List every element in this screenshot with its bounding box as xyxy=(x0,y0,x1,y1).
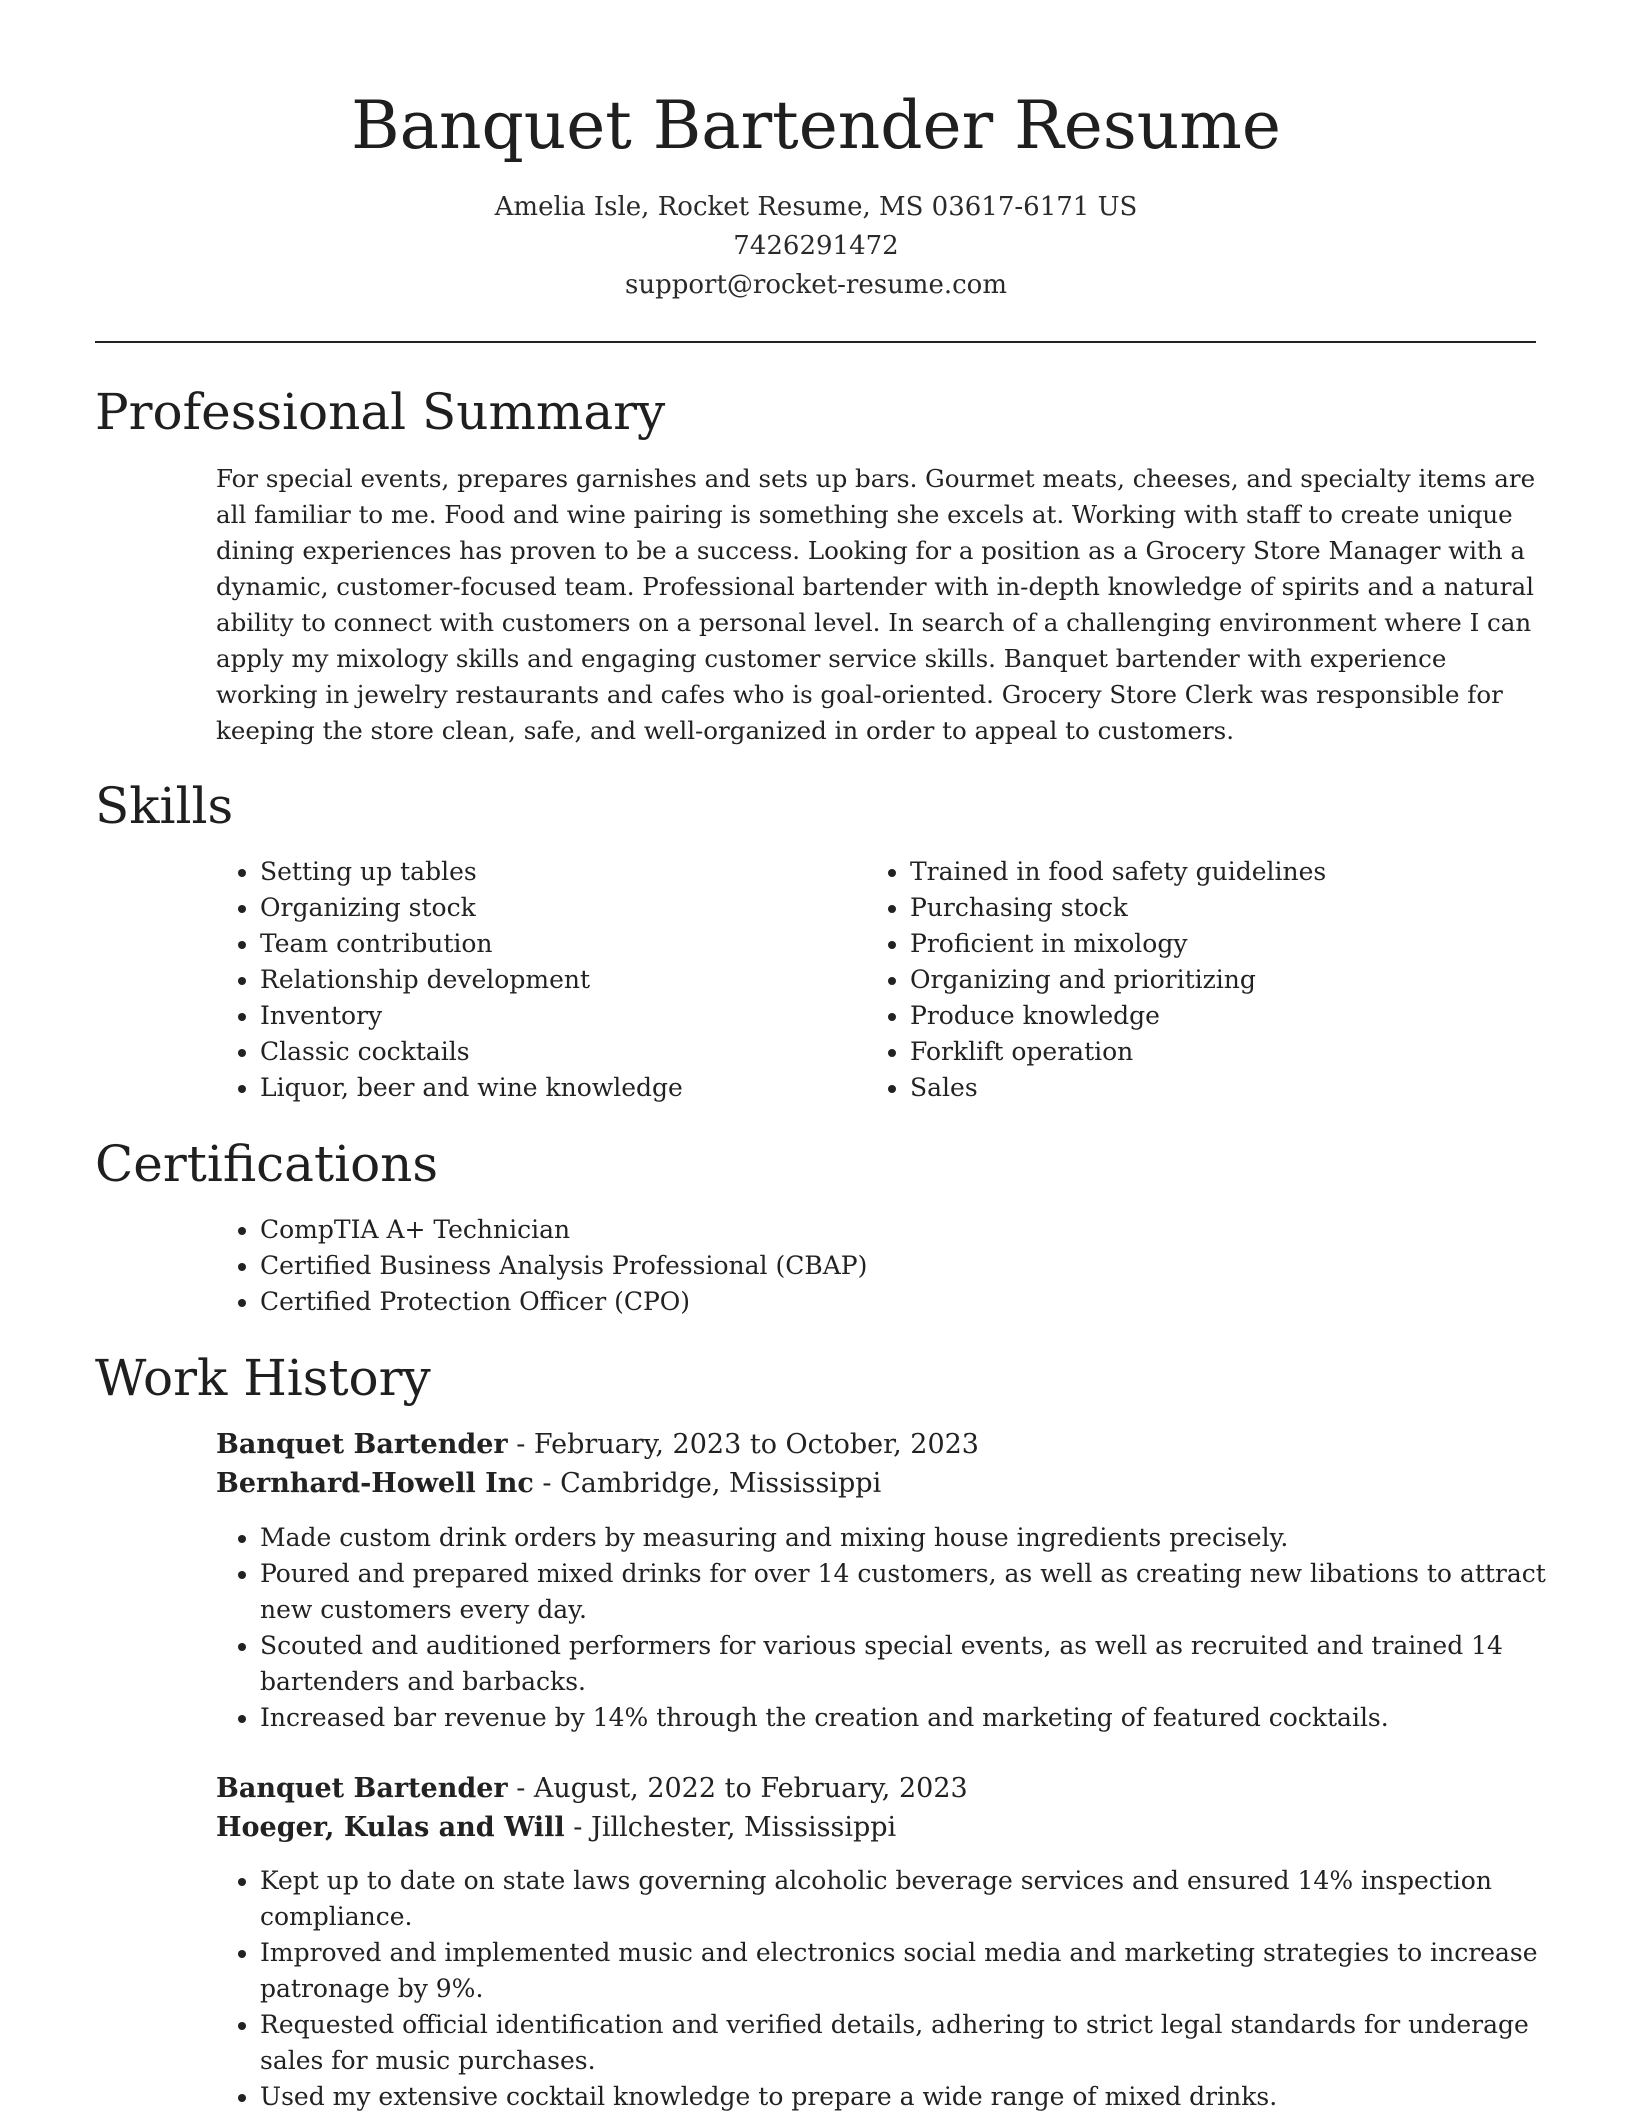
job-bullet: • Used my extensive cocktail knowledge to prepare a wide range of mixed drinks. xyxy=(260,2079,1550,2112)
skill-item: • Relationship development xyxy=(260,962,860,998)
work-history-heading: Work History xyxy=(95,1349,431,1407)
job-dates: - August, 2022 to February, 2023 xyxy=(507,1773,968,1804)
job-title: Banquet Bartender xyxy=(216,1429,508,1460)
skills-list-right xyxy=(866,854,1550,1106)
skills-heading: Skills xyxy=(95,777,234,835)
job-company: Bernhard-Howell Inc xyxy=(216,1468,534,1499)
certification-item: • Certified Business Analysis Professional (CBAP) xyxy=(260,1248,1560,1284)
job-bullet: • Made custom drink orders by measuring and mixing house ingredients precisely. xyxy=(260,1520,1550,1556)
certification-item: • CompTIA A+ Technician xyxy=(260,1212,1560,1248)
skills-list-left xyxy=(216,854,860,1106)
contact-phone: 7426291472 xyxy=(733,231,899,261)
job-bullet: • Scouted and auditioned performers for various special events, as well as recruited and trained 14 bartenders and barbacks. xyxy=(260,1628,1550,1700)
skill-item: • Inventory xyxy=(260,998,860,1034)
contact-block xyxy=(0,188,1632,305)
skill-item: • Organizing and prioritizing xyxy=(910,962,1550,998)
skill-item: • Classic cocktails xyxy=(260,1034,860,1070)
skill-item: • Liquor, beer and wine knowledge xyxy=(260,1070,860,1106)
skill-item: • Sales xyxy=(910,1070,1550,1106)
job-title: Banquet Bartender xyxy=(216,1773,508,1804)
skill-item: • Proficient in mixology xyxy=(910,926,1550,962)
skill-item: • Team contribution xyxy=(260,926,860,962)
job-bullet: • Increased bar revenue by 14% through the creation and marketing of featured cocktails. xyxy=(260,1700,1550,1736)
job-title-line xyxy=(216,1426,979,1464)
skill-item: • Purchasing stock xyxy=(910,890,1550,926)
skill-item: • Forklift operation xyxy=(910,1034,1550,1070)
job-company: Hoeger, Kulas and Will xyxy=(216,1812,565,1843)
contact-email: support@rocket-resume.com xyxy=(624,270,1007,300)
job-title-line xyxy=(216,1770,968,1808)
skill-item: • Organizing stock xyxy=(260,890,860,926)
job-bullet: • Kept up to date on state laws governing alcoholic beverage services and ensured 14% inspection compliance. xyxy=(260,1863,1550,1935)
job-company-line xyxy=(216,1465,881,1503)
header-divider xyxy=(95,341,1536,343)
job-location: - Cambridge, Mississippi xyxy=(533,1468,882,1499)
contact-address: Amelia Isle, Rocket Resume, MS 03617-6171 US xyxy=(494,192,1138,222)
certifications-heading: Certifications xyxy=(95,1135,439,1193)
job-bullets xyxy=(216,1863,1550,2112)
resume-title: Banquet Bartender Resume xyxy=(351,87,1281,164)
job-dates: - February, 2023 to October, 2023 xyxy=(507,1429,979,1460)
summary-heading: Professional Summary xyxy=(95,383,666,441)
job-bullets xyxy=(216,1520,1550,1736)
job-location: - Jillchester, Mississippi xyxy=(564,1812,897,1843)
job-bullet: • Requested official identification and verified details, adhering to strict legal standards for underage sales for music purchases. xyxy=(260,2007,1550,2079)
summary-text: For special events, prepares garnishes and sets up bars. Gourmet meats, cheeses, and specialty items are all familiar to me. Food and wine pairing is something she excels at. Working with staff to create unique dining experiences has proven to be a success. Looking for a position as a Grocery Store Manager with a dynamic, customer-focused team. Professional bartender with in-depth knowledge of spirits and a natural ability to connect with customers on a personal level. In search of a challenging environment where I can apply my mixology skills and engaging customer service skills. Banquet bartender with experience working in jewelry restaurants and cafes who is goal-oriented. Grocery Store Clerk was responsible for keeping the store clean, safe, and well-organized in order to appeal to customers. xyxy=(216,464,1536,745)
skill-item: • Produce knowledge xyxy=(910,998,1550,1034)
job-bullet: • Improved and implemented music and electronics social media and marketing strategies to increase patronage by 9%. xyxy=(260,1935,1550,2007)
certifications-list xyxy=(216,1212,1560,1320)
skill-item: • Setting up tables xyxy=(260,854,860,890)
job-company-line xyxy=(216,1809,896,1847)
skill-item: • Trained in food safety guidelines xyxy=(910,854,1550,890)
job-bullet: • Poured and prepared mixed drinks for over 14 customers, as well as creating new libations to attract new customers every day. xyxy=(260,1556,1550,1628)
certification-item: • Certified Protection Officer (CPO) xyxy=(260,1284,1560,1320)
